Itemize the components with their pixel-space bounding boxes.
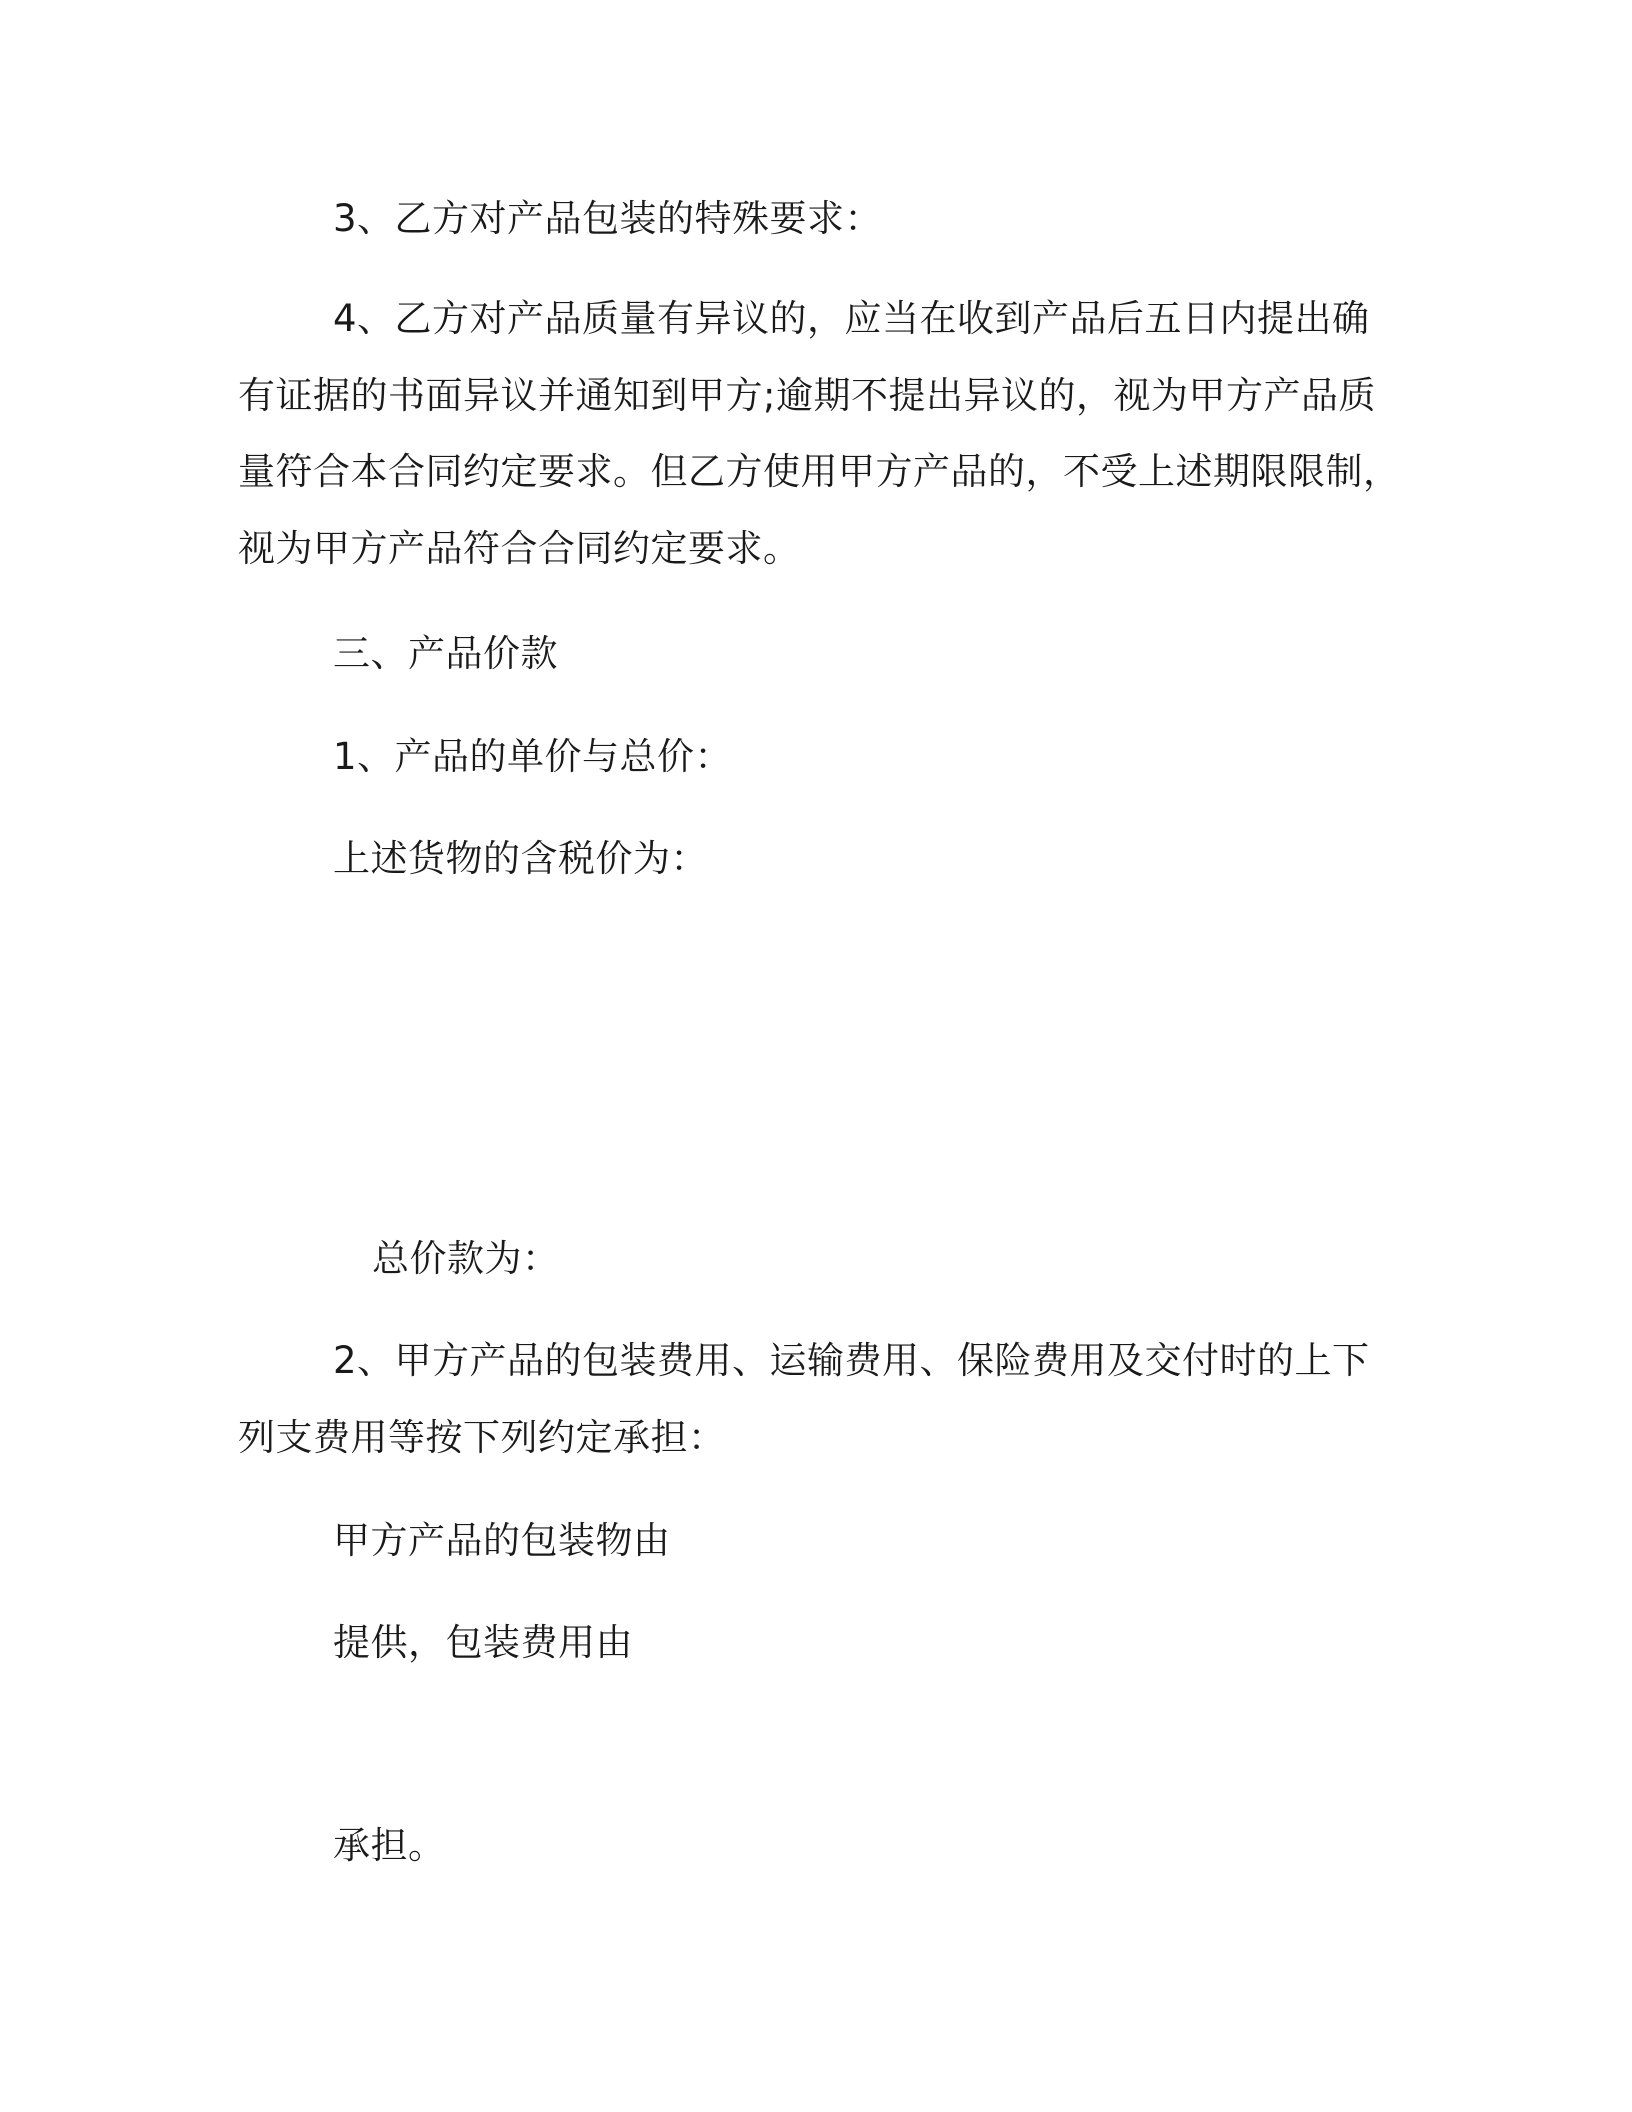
section-3-heading: 三、产品价款 (333, 632, 558, 675)
price-clause-2-line-2: 列支费用等按下列约定承担： (238, 1416, 726, 1459)
clause-4-line-3: 量符合本合同约定要求。但乙方使用甲方产品的，不受上述期限限制， (238, 450, 1401, 493)
packaging-cost-line: 提供，包装费用由 (333, 1621, 633, 1664)
cost-borne-line: 承担。 (333, 1824, 446, 1867)
price-clause-1: 1、产品的单价与总价： (333, 735, 733, 778)
packaging-provider-line: 甲方产品的包装物由 (333, 1519, 671, 1562)
clause-4-line-4: 视为甲方产品符合合同约定要求。 (238, 527, 801, 570)
clause-3-packaging-requirements: 3、乙方对产品包装的特殊要求： (333, 197, 883, 240)
clause-4-line-1: 4、乙方对产品质量有异议的，应当在收到产品后五日内提出确 (333, 297, 1370, 340)
total-price-label: 总价款为： (372, 1237, 560, 1280)
tax-inclusive-price-label: 上述货物的含税价为： (333, 837, 708, 880)
clause-4-line-2: 有证据的书面异议并通知到甲方;逾期不提出异议的，视为甲方产品质 (238, 374, 1376, 417)
price-clause-2-line-1: 2、甲方产品的包装费用、运输费用、保险费用及交付时的上下 (333, 1339, 1370, 1382)
